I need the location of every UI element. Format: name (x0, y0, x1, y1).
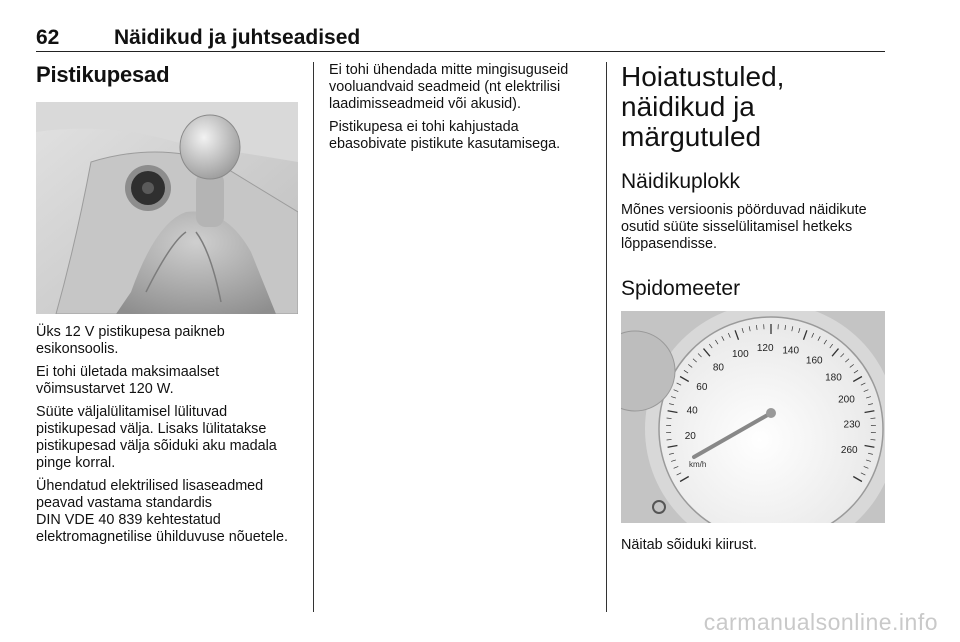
paragraph: Ei tohi ületada maksimaalset võimsustarvet 120 W. (36, 364, 220, 397)
page-number: 62 (36, 26, 60, 49)
gauge-label: 40 (686, 405, 698, 417)
figure-caption: Näitab sõiduki kiirust. (621, 537, 757, 553)
gauge-label: 100 (731, 349, 749, 361)
paragraph: Ei tohi ühendada mitte mingisuguseid vooluandvaid seadmeid (nt elektrilisi laadimisseadmeid või akusid). (329, 62, 569, 112)
gauge-label: 20 (684, 431, 696, 443)
paragraph: Pistikupesa ei tohi kahjustada ebasobivate pistikute kasutamisega. (329, 119, 561, 152)
gauge-label: 60 (696, 381, 708, 393)
gauge-label: 120 (756, 343, 774, 355)
power-outlet-illustration (36, 102, 298, 314)
gauge-label: 230 (843, 419, 861, 431)
page-header (36, 22, 885, 52)
column-2 (329, 62, 591, 159)
gauge-label: 140 (782, 345, 800, 357)
paragraph: Ühendatud elektrilised lisaseadmed peavad vastama standardis (36, 478, 264, 511)
watermark: carmanualsonline.info (703, 609, 938, 635)
section-heading-power-outlets: Pistikupesad (36, 62, 170, 87)
gauge-label: 160 (805, 355, 823, 367)
gauge-label: 180 (825, 372, 842, 384)
column-1 (36, 62, 298, 552)
needle-hub (766, 408, 776, 418)
paragraph: Süüte väljalülitamisel lülituvad pistikupesad välja. Lisaks lülitatakse pistikupesad välja sõiduki aku madala pinge korral. (36, 404, 277, 471)
gauge-label: 200 (838, 394, 855, 406)
column-divider (313, 62, 314, 612)
section-heading-warning-lights: Hoiatustuled, näidikud ja märgutuled (621, 61, 785, 152)
page-title: Näidikud ja juhtseadised (114, 26, 361, 49)
gauge-label: 80 (712, 362, 725, 374)
subheading-speedometer: Spidomeeter (621, 277, 741, 300)
paragraph: Üks 12 V pistikupesa paikneb esikonsoolis. (36, 324, 225, 357)
speedometer-illustration (621, 311, 885, 523)
subheading-instrument-cluster: Näidikuplokk (621, 170, 741, 193)
gauge-unit: km/h (689, 460, 707, 469)
paragraph: DIN VDE 40 839 kehtestatud elektromagnetilise ühilduvuse nõuetele. (36, 512, 288, 545)
column-divider (606, 62, 607, 612)
paragraph: Mõnes versioonis pöörduvad näidikute osutid süüte sisselülitamisel hetkeks lõppasendisse. (621, 202, 867, 252)
gauge-label: 260 (840, 444, 858, 456)
column-3 (621, 62, 885, 560)
